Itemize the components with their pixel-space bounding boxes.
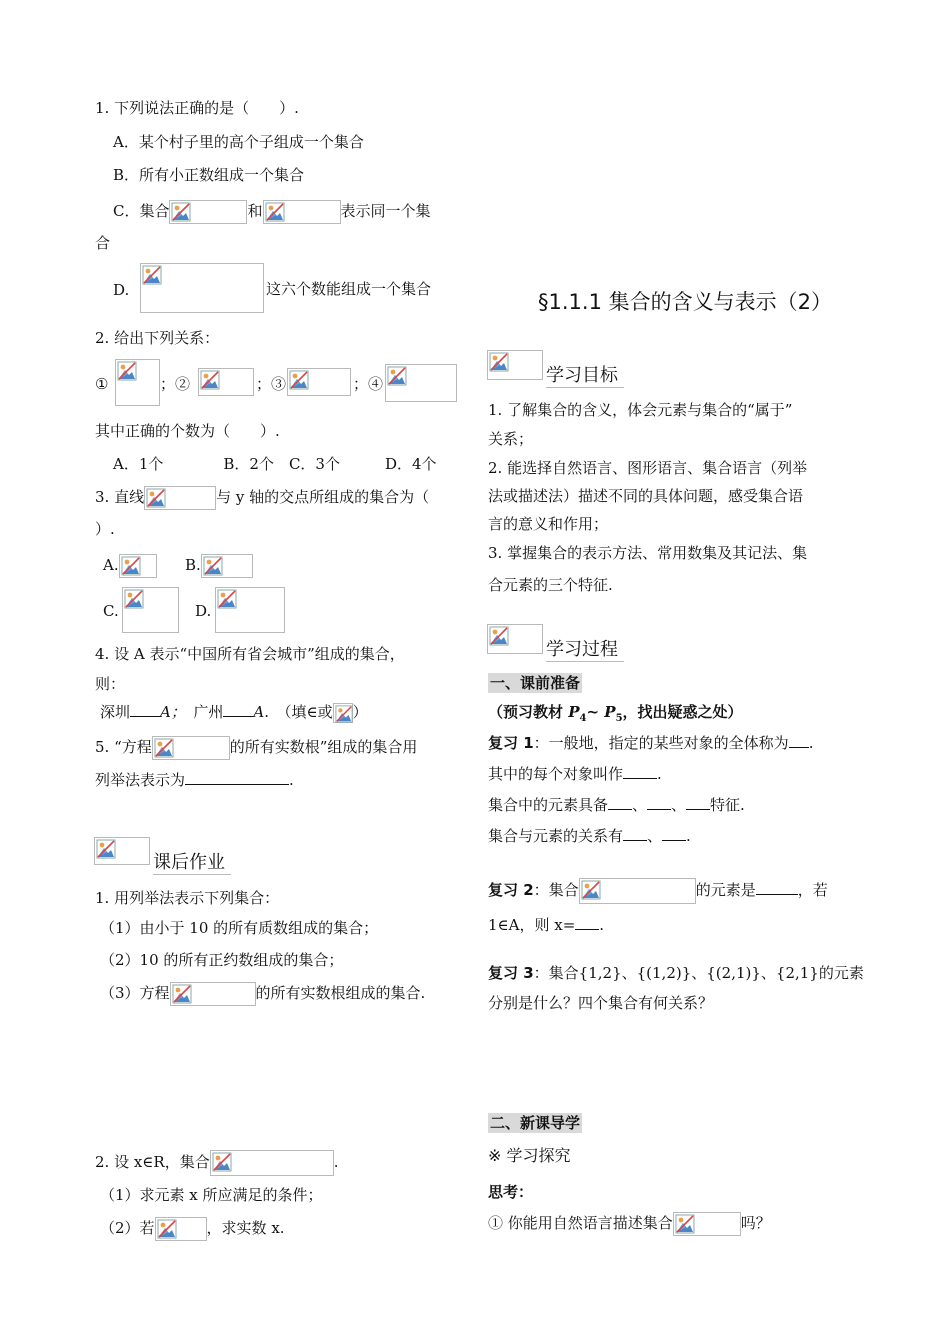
- review1-line3: 集合中的元素具备 、 、 特征.: [488, 796, 745, 814]
- q1-c-post: 表示同一个集: [340, 202, 431, 220]
- formula-image-icon: [155, 1217, 207, 1241]
- q3-option-b: B.: [185, 554, 253, 578]
- homework-section-icon: [94, 837, 150, 865]
- answer-blank[interactable]: [223, 702, 253, 717]
- q5-stem: 5. “方程 的所有实数根”组成的集合用: [95, 736, 417, 760]
- goal-line: 3. 掌握集合的表示方法、常用数集及其记法、集: [488, 544, 808, 562]
- process-title: 学习过程: [546, 635, 624, 662]
- q4-fill-line: 深圳 A； 广州 A. （填∈或 ）: [100, 703, 368, 721]
- q2-sep-2: ；②: [160, 375, 191, 393]
- q1-option-c: [113, 200, 431, 224]
- q3-option-d: D.: [195, 602, 212, 620]
- formula-image-icon: [169, 200, 247, 224]
- q3-stem: [95, 486, 429, 510]
- q1-option-b: B．所有小正数组成一个集合: [113, 166, 305, 184]
- answer-blank[interactable]: [623, 764, 657, 779]
- think-label: 思考：: [488, 1183, 534, 1201]
- review3-line2: 分别是什么？四个集合有何关系？: [488, 994, 714, 1012]
- hw1-stem: 1. 用列举法表示下列集合：: [95, 889, 280, 907]
- formula-image-icon: [201, 554, 253, 578]
- explore-heading: ※ 学习探究: [488, 1146, 571, 1165]
- formula-image-icon: [333, 703, 353, 723]
- q1-option-a: A．某个村子里的高个子组成一个集合: [113, 133, 364, 151]
- answer-blank[interactable]: [623, 826, 647, 841]
- formula-image-icon: [579, 878, 696, 904]
- formula-image-icon: [170, 982, 256, 1006]
- formula-image-icon: [119, 554, 157, 578]
- q1-c-wrap: 合: [95, 234, 111, 252]
- q1-c-mid: 和: [247, 202, 263, 220]
- hw2-item-2: （2）若 ，求实数 x.: [100, 1217, 285, 1241]
- q2-sep-4: ；④: [353, 375, 384, 393]
- formula-image-icon: [198, 368, 254, 396]
- goal-line: 合元素的三个特征.: [488, 576, 613, 594]
- formula-image-icon: [673, 1212, 741, 1236]
- answer-blank[interactable]: [130, 702, 160, 717]
- answer-blank[interactable]: [185, 770, 289, 785]
- q3-stem-wrap: ）.: [95, 520, 115, 538]
- q3-stem-post: 与 y 轴的交点所组成的集合为（: [216, 488, 430, 506]
- q3-option-a: A.: [103, 554, 157, 578]
- q1-stem: 1. 下列说法正确的是（ ）.: [95, 99, 299, 117]
- hw1-item-2: （2）10 的所有正约数组成的集合；: [100, 951, 344, 969]
- goal-line: 言的意义和作用；: [488, 515, 609, 533]
- goal-line: 2. 能选择自然语言、图形语言、集合语言（列举: [488, 459, 808, 477]
- q1-d-label: D.: [113, 281, 130, 299]
- answer-blank[interactable]: [575, 915, 599, 930]
- goals-section-icon: [487, 350, 543, 380]
- q2-sep-3: ；③: [256, 375, 287, 393]
- goal-line: 1. 了解集合的含义，体会元素与集合的“属于”: [488, 401, 793, 419]
- formula-image-icon: [215, 587, 285, 633]
- formula-image-icon: [385, 364, 457, 402]
- answer-blank[interactable]: [756, 880, 798, 895]
- formula-image-icon: [152, 736, 230, 760]
- q1-d-text: 这六个数能组成一个集合: [266, 280, 432, 298]
- answer-blank[interactable]: [686, 795, 710, 810]
- q2-count: 其中正确的个数为（ ）.: [95, 422, 280, 440]
- hw2-item-1: （1）求元素 x 所应满足的条件；: [100, 1186, 323, 1204]
- process-section-icon: [487, 624, 543, 654]
- page-title: §1.1.1 集合的含义与表示（2）: [538, 290, 832, 314]
- answer-blank[interactable]: [662, 826, 686, 841]
- q1-c-pre: C．集合: [113, 202, 170, 220]
- formula-image-icon: [210, 1150, 334, 1176]
- review2-line1: 复习 2：集合 的元素是 ，若: [488, 878, 828, 904]
- q3-stem-pre: 3. 直线: [95, 488, 145, 506]
- formula-image-icon: [144, 486, 216, 510]
- new-lesson-heading: 二、新课导学: [490, 1114, 581, 1132]
- review1-line1: 复习 1：一般地，指定的某些对象的全体称为 .: [488, 734, 814, 752]
- goals-title: 学习目标: [546, 361, 624, 388]
- review3-line1: 复习 3：集合{1,2}、{(1,2)}、{(2,1)}、{2,1}的元素: [488, 964, 864, 982]
- prep-note: （预习教材 $P_4\sim$ $P_5$，找出疑惑之处）: [488, 703, 743, 724]
- formula-image-icon: [122, 587, 179, 633]
- hw2-stem: 2. 设 x∈R，集合 .: [95, 1150, 339, 1176]
- q2-relations: ①: [95, 375, 109, 393]
- formula-image-icon: [263, 200, 341, 224]
- answer-blank[interactable]: [647, 795, 671, 810]
- hw1-item-1: （1）由小于 10 的所有质数组成的集合；: [100, 919, 379, 937]
- formula-image-icon: [140, 263, 264, 313]
- hw1-item-3: （3）方程 的所有实数根组成的集合.: [100, 982, 425, 1006]
- formula-image-icon: [287, 368, 351, 396]
- q2-options: A．1个 B．2个 C．3个 D．4个: [113, 455, 437, 473]
- goal-line: 法或描述法）描述不同的具体问题，感受集合语: [488, 487, 804, 505]
- q5-wrap: 列举法表示为 .: [95, 771, 294, 789]
- q4-stem: 4. 设 A 表示“中国所有省会城市”组成的集合，: [95, 645, 405, 663]
- review2-line2: 1∈A，则 x= .: [488, 916, 605, 934]
- q3-option-c: C.: [103, 602, 119, 620]
- answer-blank[interactable]: [789, 733, 809, 748]
- review1-line4: 集合与元素的关系有 、 .: [488, 827, 691, 845]
- think-question-1: ① 你能用自然语言描述集合 吗？: [488, 1212, 771, 1236]
- formula-image-icon: [115, 359, 160, 406]
- answer-blank[interactable]: [608, 795, 632, 810]
- goal-line: 关系；: [488, 430, 534, 448]
- q4-wrap: 则：: [95, 675, 126, 693]
- review1-line2: 其中的每个对象叫作 .: [488, 765, 662, 783]
- prep-heading: 一、课前准备: [490, 674, 581, 692]
- q2-stem: 2. 给出下列关系：: [95, 329, 220, 347]
- homework-title: 课后作业: [153, 848, 231, 875]
